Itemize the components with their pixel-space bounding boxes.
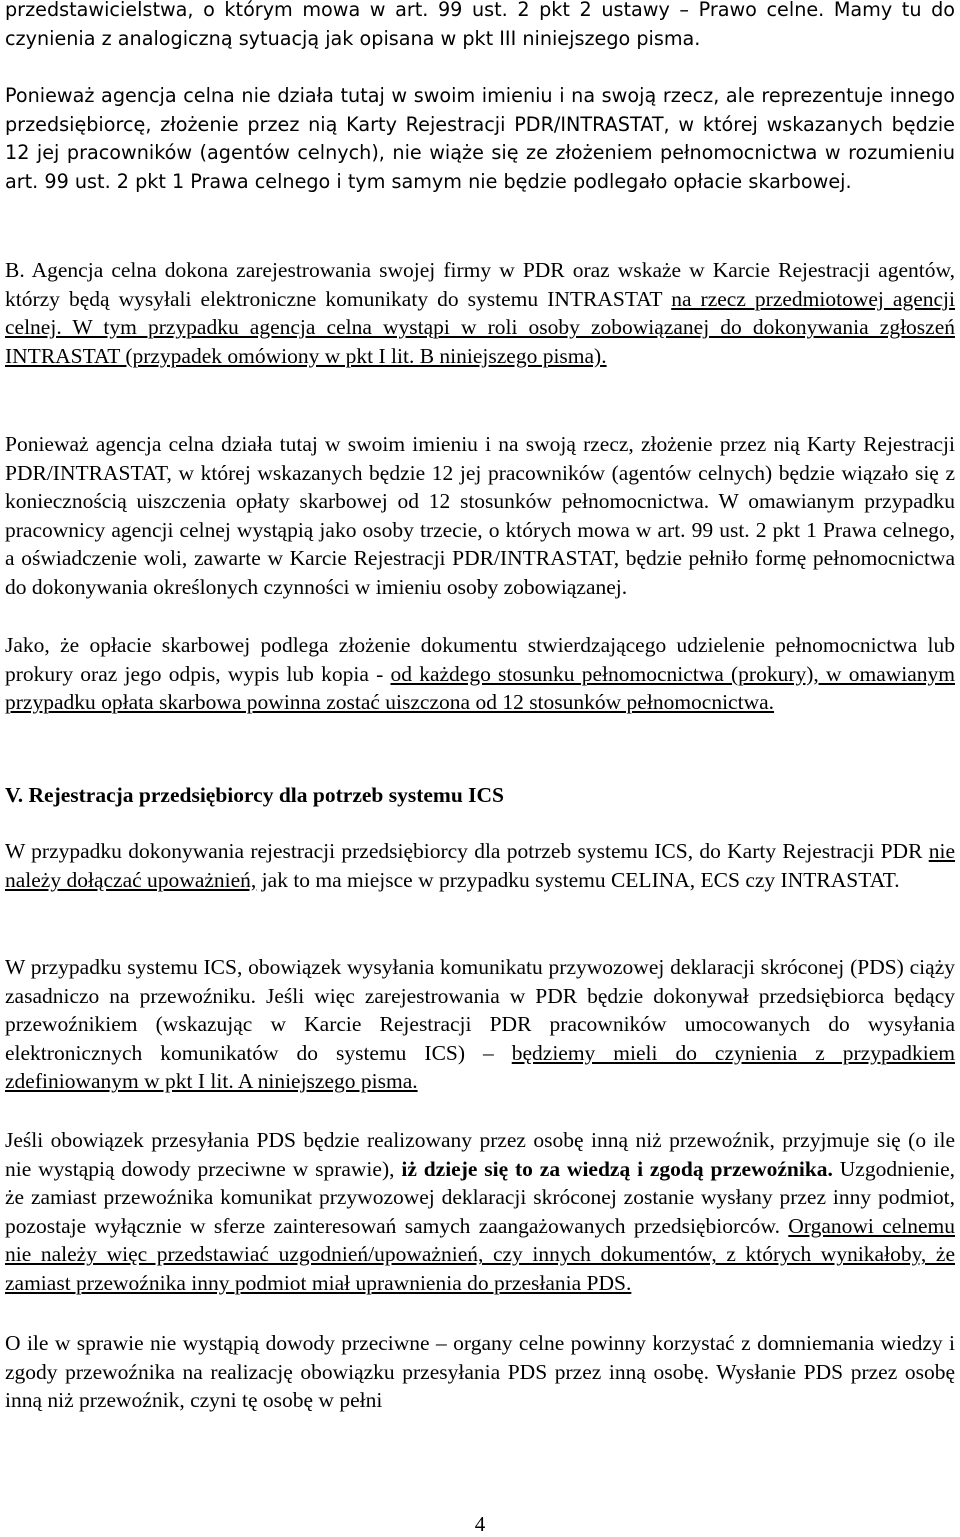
paragraph-ics-registration-underlined: nie należy dołączać upoważnień,	[5, 839, 955, 892]
paragraph-agency-representation-text: Ponieważ agencja celna nie działa tutaj w swoim imieniu i na swoją rzecz, ale reprezentuje innego przedsiębiorcę, złożenie przez nią Karty Rejestracji PDR/INTRASTAT, w której wskazanych będzie 12 jej pracowników (agentów celnych), nie wiąże się ze złożeniem pełnomocnictwa w rozumieniu art. 99 ust. 2 pkt 1 Prawa celnego i tym samym nie będzie podlegało opłacie skarbowej.	[5, 84, 955, 194]
paragraph-continuation-text: przedstawicielstwa, o którym mowa w art. 99 ust. 2 pkt 2 ustawy – Prawo celne. Mamy tu do czynienia z analogiczną sytuacją jak opisana w pkt III niniejszego pisma.	[5, 0, 955, 50]
paragraph-presumption-text: O ile w sprawie nie wystąpią dowody przeciwne – organy celne powinny korzystać z domniemania wiedzy i zgody przewoźnika na realizację obowiązku przesyłania PDS przez inną osobę. Wysłanie PDS przez osobę inną niż przewoźnik, czyni tę osobę w pełni	[5, 1331, 955, 1413]
paragraph-agency-representation	[5, 82, 955, 197]
paragraph-continuation	[5, 0, 955, 53]
paragraph-own-behalf-text: Ponieważ agencja celna działa tutaj w swoim imieniu i na swoją rzecz, złożenie przez nią Karty Rejestracji PDR/INTRASTAT, w której wskazanych będzie 12 jej pracowników (agentów celnych) będzie wiązało się z koniecznością uiszczenia opłaty skarbowej od 12 stosunków pełnomocnictwa. W omawianym przypadku pracownicy agencji celnej wystąpią jako osoby trzecie, o których mowa w art. 99 ust. 2 pkt 1 Prawa celnego, a oświadczenie woli, zawarte w Karcie Rejestracji PDR/INTRASTAT, będzie pełniło formę pełnomocnictwa do dokonywania określonych czynności w imieniu osoby zobowiązanej.	[5, 432, 955, 599]
page-number: 4	[474, 1512, 486, 1536]
paragraph-ics-carrier	[5, 953, 955, 1096]
section-heading-v-text: V. Rejestracja przedsiębiorcy dla potrzeb systemu ICS	[5, 783, 505, 807]
paragraph-own-behalf	[5, 430, 955, 602]
section-heading-v	[5, 781, 955, 810]
paragraph-stamp-duty-underlined: od każdego stosunku pełnomocnictwa (prokury), w omawianym przypadku opłata skarbowa powinna zostać uiszczona od 12 stosunków pełnomocnictwa.	[5, 661, 956, 715]
paragraph-ics-carrier-underlined: będziemy mieli do czynienia z przypadkiem zdefiniowanym w pkt I lit. A niniejszego pisma.	[5, 1040, 956, 1094]
paragraph-case-b-underlined: na rzecz przedmiotowej agencji celnej. W tym przypadku agencja celna wystąpi w roli osoby zobowiązanej do dokonywania zgłoszeń INTRASTAT (przypadek omówiony w pkt I lit. B niniejszego pisma).	[5, 286, 956, 368]
paragraph-pds-other-person-text: Jeśli obowiązek przesyłania PDS będzie realizowany przez osobę inną niż przewoźnik, przyjmuje się (o ile nie wystąpią dowody przeciwne w sprawie),	[5, 1128, 955, 1181]
paragraph-ics-registration-text: W przypadku dokonywania rejestracji przedsiębiorcy dla potrzeb systemu ICS, do Karty Rejestracji PDR	[5, 839, 929, 863]
paragraph-pds-other-person	[5, 1126, 955, 1298]
paragraph-stamp-duty-text: Jako, że opłacie skarbowej podlega złożenie dokumentu stwierdzającego udzielenie pełnomocnictwa lub prokury oraz jego odpis, wypis lub kopia -	[5, 633, 955, 686]
paragraph-case-b	[5, 256, 955, 370]
paragraph-case-b-text: B. Agencja celna dokona zarejestrowania swojej firmy w PDR oraz wskaże w Karcie Rejestracji agentów, którzy będą wysyłali elektroniczne komunikaty do systemu INTRASTAT	[5, 258, 955, 311]
paragraph-stamp-duty	[5, 631, 955, 717]
paragraph-pds-other-person-bold: iż dzieje się to za wiedzą i zgodą przewoźnika.	[401, 1156, 833, 1181]
paragraph-pds-other-person-underlined: Organowi celnemu nie należy więc przedstawiać uzgodnień/upoważnień, czy innych dokumentów, z których wynikałoby, że zamiast przewoźnika inny podmiot miał uprawnienia do przesłania PDS.	[5, 1213, 956, 1295]
paragraph-ics-registration	[5, 837, 955, 894]
paragraph-presumption	[5, 1329, 955, 1415]
paragraph-ics-carrier-text: W przypadku systemu ICS, obowiązek wysyłania komunikatu przywozowej deklaracji skróconej (PDS) ciąży zasadniczo na przewoźniku. Jeśli więc zarejestrowania w PDR będzie dokonywał przedsiębiorca będący przewoźnikiem (wskazując w Karcie Rejestracji PDR pracowników umocowanych do wysyłania elektronicznych komunikatów do systemu ICS) –	[5, 955, 955, 1065]
paragraph-pds-other-person-middle: Uzgodnienie, że zamiast przewoźnika komunikat przywozowej deklaracji skróconej zostanie wysłany przez inny podmiot, pozostaje wyłącznie w sferze zainteresowań samych zaangażowanych przedsiębiorców.	[5, 1156, 955, 1238]
paragraph-ics-registration-tail: jak to ma miejsce w przypadku systemu CELINA, ECS czy INTRASTAT.	[256, 867, 900, 892]
